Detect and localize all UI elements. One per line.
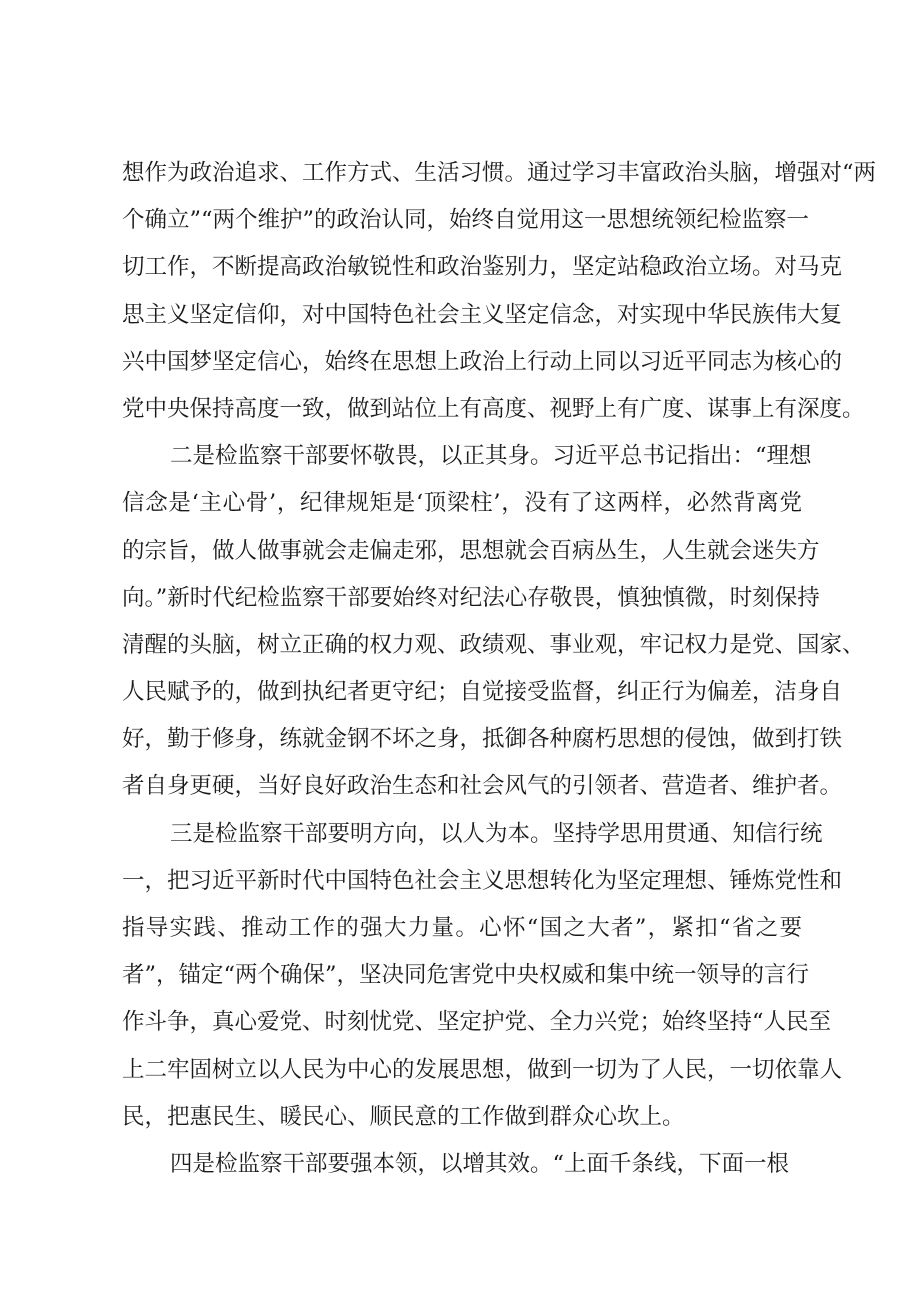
text-line: 向。”新时代纪检监察干部要始终对纪法心存敬畏，慎独慎微，时刻保持 xyxy=(122,584,820,611)
text-line: 想作为政治追求、工作方式、生活习惯。通过学习丰富政治头脑，增强对“两 xyxy=(122,160,877,186)
text-line: 兴中国梦坚定信心，始终在思想上政治上行动上同以习近平同志为核心的 xyxy=(122,348,843,375)
text-line: 切工作，不断提高政治敏锐性和政治鉴别力，坚定站稳政治立场。对马克 xyxy=(122,254,843,281)
text-line: 民，把惠民生、暖民心、顺民意的工作做到群众心坎上。 xyxy=(122,1103,685,1130)
text-line: 思主义坚定信仰，对中国特色社会主义坚定信念，对实现中华民族伟大复 xyxy=(122,301,843,328)
text-line: 个确立”“两个维护”的政治认同，始终自觉用这一思想统领纪检监察一 xyxy=(122,207,810,234)
text-line: 上二牢固树立以人民为中心的发展思想，做到一切为了人民，一切依靠人 xyxy=(122,1056,843,1083)
text-line: 二是检监察干部要怀敬畏，以正其身。习近平总书记指出：“理想 xyxy=(170,443,812,470)
text-line: 四是检监察干部要强本领，以增其效。“上面千条线，下面一根 xyxy=(170,1150,790,1177)
text-line: 好，勤于修身，练就金钢不坏之身，抵御各种腐朽思想的侵蚀，做到打铁 xyxy=(122,726,843,753)
text-line: 信念是‘主心骨’，纪律规矩是‘顶梁柱’，没有了这两样，必然背离党 xyxy=(122,490,802,517)
text-line: 一，把习近平新时代中国特色社会主义思想转化为坚定理想、锤炼党性和 xyxy=(122,867,843,894)
text-line: 作斗争，真心爱党、时刻忧党、坚定护党、全力兴党；始终坚持“人民至 xyxy=(122,1009,832,1036)
text-line: 者”，锚定“两个确保”，坚决同危害党中央权威和集中统一领导的言行 xyxy=(122,962,810,989)
text-line: 三是检监察干部要明方向，以人为本。坚持学思用贯通、知信行统 xyxy=(170,820,823,847)
text-line: 的宗旨，做人做事就会走偏走邪，思想就会百病丛生，人生就会迷失方 xyxy=(122,537,820,564)
text-line: 者自身更硬，当好良好政治生态和社会风气的引领者、营造者、维护者。 xyxy=(122,773,843,800)
document-body xyxy=(122,150,877,1188)
text-line: 人民赋予的，做到执纪者更守纪；自觉接受监督，纠正行为偏差，洁身自 xyxy=(122,679,843,706)
text-line: 指导实践、推动工作的强大力量。心怀“国之大者”，紧扣“省之要 xyxy=(122,915,802,941)
text-line: 党中央保持高度一致，做到站位上有高度、视野上有广度、谋事上有深度。 xyxy=(122,395,865,422)
text-line: 清醒的头脑，树立正确的权力观、政绩观、事业观，牢记权力是党、国家、 xyxy=(122,631,865,658)
